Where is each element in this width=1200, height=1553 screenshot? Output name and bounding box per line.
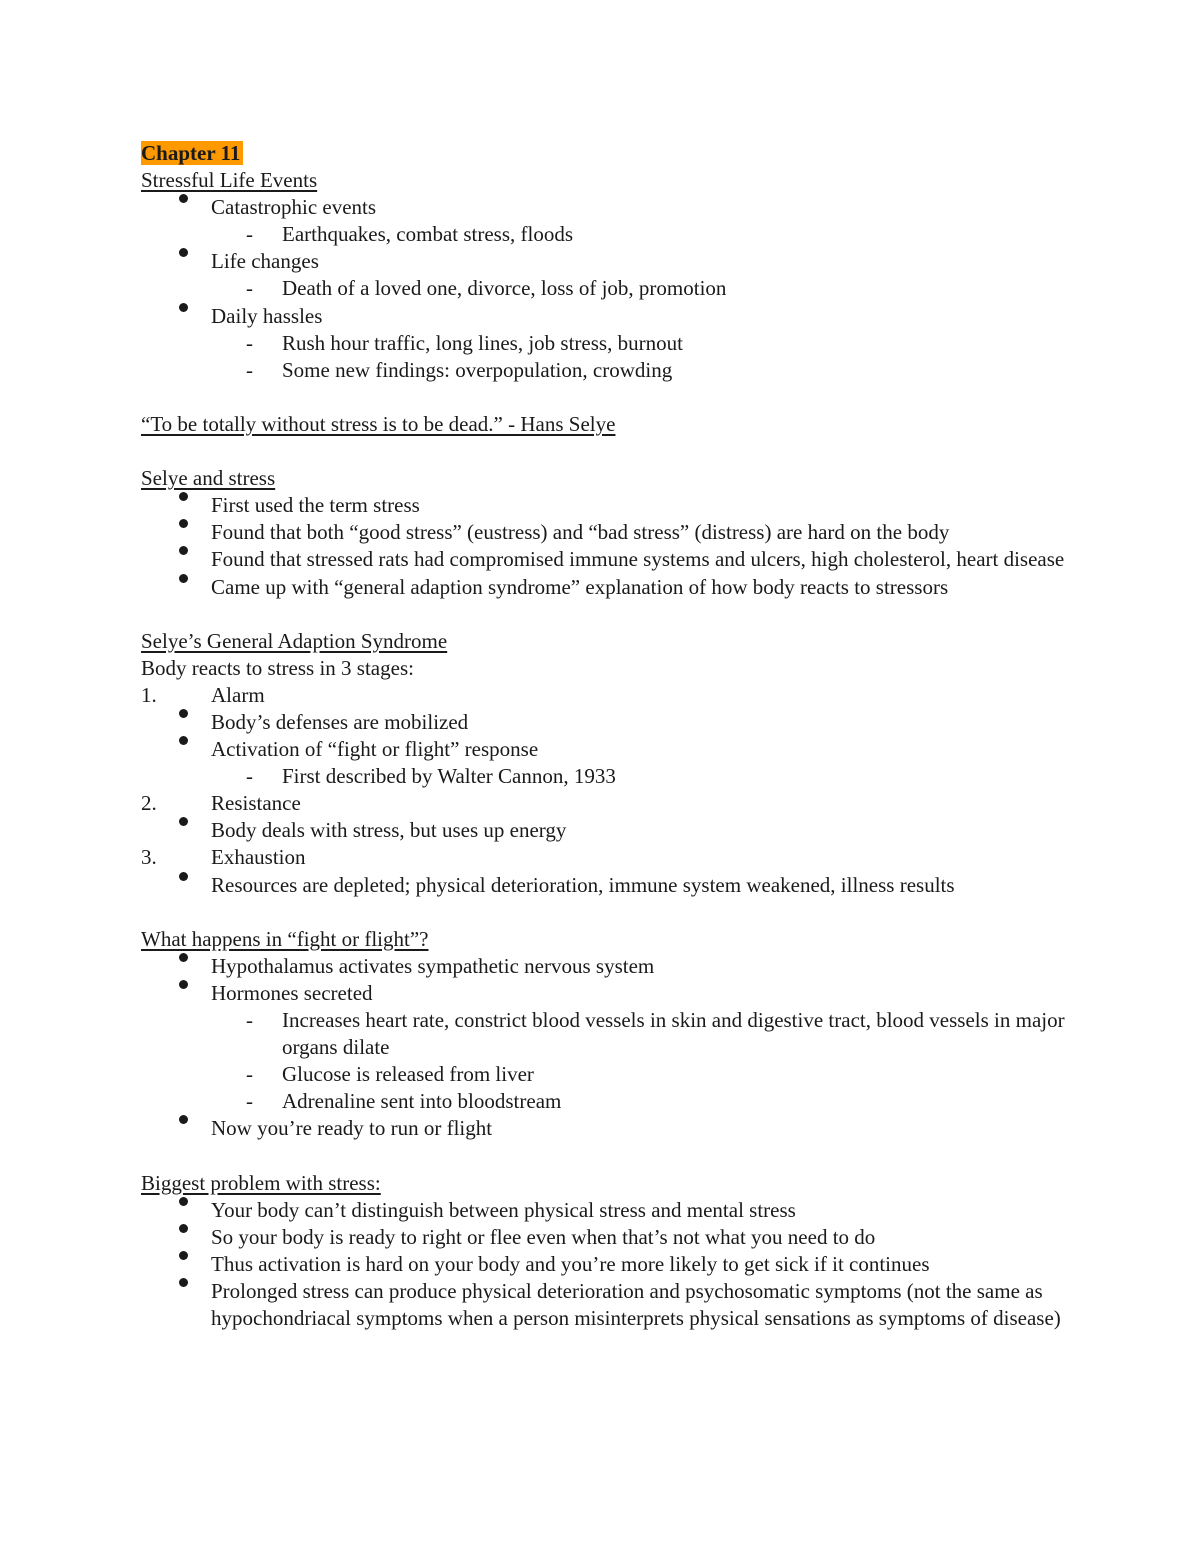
item-text: Resistance bbox=[211, 791, 301, 816]
item-text: First used the term stress bbox=[211, 493, 420, 518]
dash-item bbox=[141, 763, 1071, 790]
blank-line bbox=[141, 1142, 1071, 1169]
item-text: Found that both “good stress” (eustress) and “bad stress” (distress) are hard on the body bbox=[211, 520, 950, 545]
bullet-item bbox=[141, 1197, 1071, 1224]
item-text: Body deals with stress, but uses up energy bbox=[211, 818, 567, 843]
bullet-item bbox=[141, 1278, 1071, 1332]
bullet-marker bbox=[179, 953, 188, 962]
numbered-item bbox=[141, 682, 1071, 709]
item-text: Resources are depleted; physical deterioration, immune system weakened, illness results bbox=[211, 872, 955, 897]
section-heading-line bbox=[141, 926, 1071, 953]
item-text: Found that stressed rats had compromised immune systems and ulcers, high cholesterol, heart disease bbox=[211, 547, 1065, 572]
bullet-item bbox=[141, 574, 1071, 601]
item-text: Thus activation is hard on your body and you’re more likely to get sick if it continues bbox=[211, 1251, 930, 1276]
blank-line bbox=[141, 601, 1071, 628]
item-text: Death of a loved one, divorce, loss of job, promotion bbox=[282, 276, 727, 301]
bullet-marker bbox=[179, 248, 188, 257]
bullet-marker bbox=[179, 1115, 188, 1124]
dash-marker: - bbox=[246, 1062, 253, 1087]
item-text: Your body can’t distinguish between physical stress and mental stress bbox=[211, 1197, 796, 1222]
item-text: Life changes bbox=[211, 249, 319, 274]
item-text: Hormones secreted bbox=[211, 980, 373, 1005]
section-heading: Stressful Life Events bbox=[141, 168, 318, 193]
dash-marker: - bbox=[246, 1008, 253, 1032]
item-text: Earthquakes, combat stress, floods bbox=[282, 222, 574, 247]
bullet-item bbox=[141, 519, 1071, 546]
bullet-marker bbox=[179, 194, 188, 203]
item-text: Increases heart rate, constrict blood vessels in skin and digestive tract, blood vessels in major organs dilate bbox=[282, 1008, 1065, 1060]
dash-item bbox=[141, 1061, 1071, 1088]
bullet-marker bbox=[179, 709, 188, 718]
bullet-marker bbox=[179, 1251, 188, 1260]
section-heading-line bbox=[141, 1170, 1071, 1197]
item-text: Body’s defenses are mobilized bbox=[211, 709, 469, 734]
dash-item bbox=[141, 330, 1071, 357]
bullet-marker bbox=[179, 980, 188, 989]
bullet-marker bbox=[179, 303, 188, 312]
chapter-title: Chapter 11 bbox=[141, 141, 243, 165]
dash-marker: - bbox=[246, 764, 253, 789]
bullet-item bbox=[141, 492, 1071, 519]
item-text: Hypothalamus activates sympathetic nervous system bbox=[211, 953, 655, 978]
dash-marker: - bbox=[246, 330, 253, 355]
item-text: So your body is ready to right or flee even when that’s not what you need to do bbox=[211, 1224, 876, 1249]
item-text: Activation of “fight or flight” response bbox=[211, 737, 539, 762]
section-heading-line bbox=[141, 411, 1071, 438]
section-heading-line bbox=[141, 167, 1071, 194]
bullet-marker bbox=[179, 872, 188, 881]
bullet-marker bbox=[179, 817, 188, 826]
bullet-marker bbox=[179, 1197, 188, 1206]
bullet-marker bbox=[179, 1224, 188, 1233]
bullet-item bbox=[141, 817, 1071, 844]
dash-item bbox=[141, 1007, 1071, 1061]
blank-line bbox=[141, 438, 1071, 465]
blank-line bbox=[141, 899, 1071, 926]
dash-item bbox=[141, 221, 1071, 248]
item-text: Exhaustion bbox=[211, 845, 306, 870]
number-marker: 3. bbox=[141, 845, 157, 870]
item-text: Glucose is released from liver bbox=[282, 1062, 534, 1087]
bullet-item bbox=[141, 194, 1071, 221]
bullet-marker bbox=[179, 736, 188, 745]
dash-item bbox=[141, 1088, 1071, 1115]
bullet-marker bbox=[179, 492, 188, 501]
item-text: Now you’re ready to run or flight bbox=[211, 1116, 493, 1141]
item-text: Alarm bbox=[211, 682, 265, 707]
item-text: First described by Walter Cannon, 1933 bbox=[282, 764, 616, 789]
bullet-item bbox=[141, 1224, 1071, 1251]
dash-marker: - bbox=[246, 1089, 253, 1114]
document-body bbox=[141, 140, 1071, 1332]
chapter-title-line bbox=[141, 140, 1071, 167]
bullet-item bbox=[141, 1251, 1071, 1278]
item-text: Daily hassles bbox=[211, 303, 323, 328]
item-text: Some new findings: overpopulation, crowding bbox=[282, 357, 673, 382]
dash-marker: - bbox=[246, 357, 253, 382]
section-heading-line bbox=[141, 465, 1071, 492]
bullet-item bbox=[141, 1115, 1071, 1142]
section-heading: “To be totally without stress is to be dead.” - Hans Selye bbox=[141, 411, 616, 436]
item-text: Catastrophic events bbox=[211, 195, 377, 220]
number-marker: 1. bbox=[141, 682, 157, 707]
bullet-item bbox=[141, 953, 1071, 980]
dash-marker: - bbox=[246, 276, 253, 301]
bullet-item bbox=[141, 546, 1071, 573]
item-text: Came up with “general adaption syndrome” explanation of how body reacts to stressors bbox=[211, 574, 949, 599]
numbered-item bbox=[141, 844, 1071, 871]
bullet-marker bbox=[179, 574, 188, 583]
item-text: Prolonged stress can produce physical deterioration and psychosomatic symptoms (not the same as hypochondriacal symptoms when a person misinterprets physical sensations as symptoms of disease) bbox=[211, 1278, 1061, 1331]
bullet-marker bbox=[179, 1278, 188, 1287]
section-heading: What happens in “fight or flight”? bbox=[141, 926, 429, 951]
item-text: Adrenaline sent into bloodstream bbox=[282, 1089, 562, 1114]
bullet-item bbox=[141, 248, 1071, 275]
dash-item bbox=[141, 275, 1071, 302]
bullet-marker bbox=[179, 519, 188, 528]
dash-marker: - bbox=[246, 222, 253, 247]
bullet-item bbox=[141, 980, 1071, 1007]
item-text: Rush hour traffic, long lines, job stress, burnout bbox=[282, 330, 683, 355]
section-heading: Selye’s General Adaption Syndrome bbox=[141, 628, 448, 653]
bullet-marker bbox=[179, 546, 188, 555]
section-heading-line bbox=[141, 628, 1071, 655]
bullet-item bbox=[141, 736, 1071, 763]
dash-item bbox=[141, 357, 1071, 384]
numbered-item bbox=[141, 790, 1071, 817]
section-heading: Selye and stress bbox=[141, 466, 276, 491]
number-marker: 2. bbox=[141, 791, 157, 816]
bullet-item bbox=[141, 872, 1071, 899]
bullet-item bbox=[141, 709, 1071, 736]
sections-container bbox=[141, 167, 1071, 1332]
section-intro: Body reacts to stress in 3 stages: bbox=[141, 655, 414, 680]
blank-line bbox=[141, 384, 1071, 411]
section-heading: Biggest problem with stress: bbox=[141, 1170, 381, 1195]
bullet-item bbox=[141, 303, 1071, 330]
